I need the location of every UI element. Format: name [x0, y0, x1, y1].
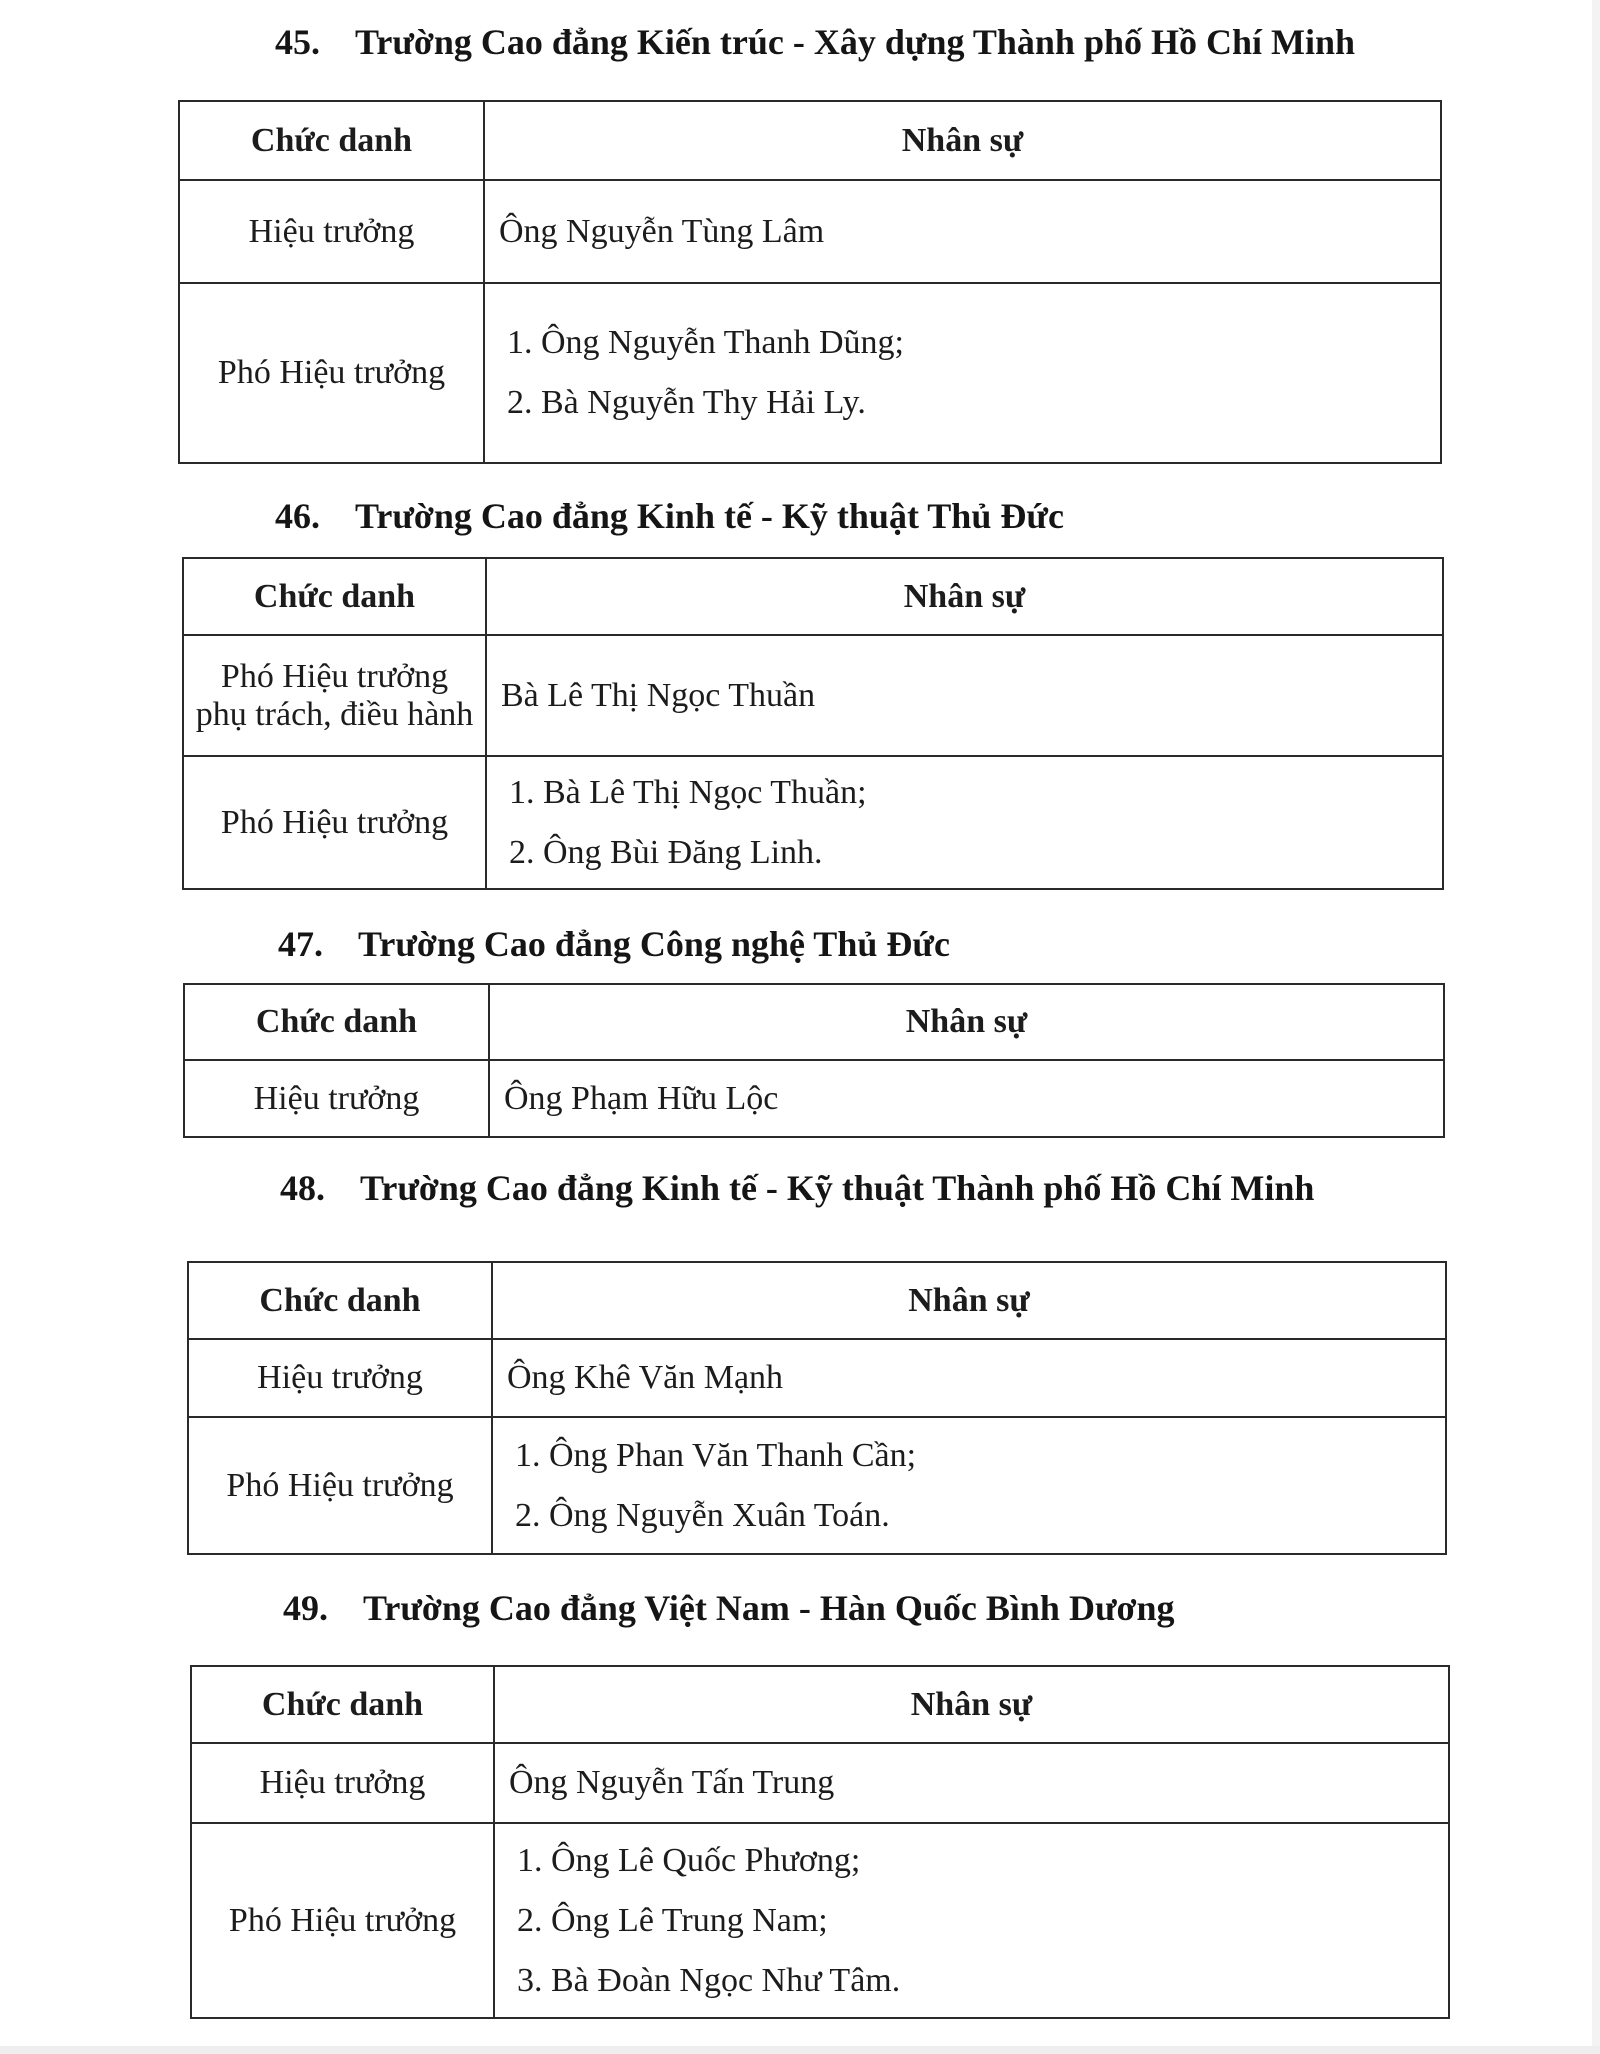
row-position: Phó Hiệu trưởng: [191, 1823, 494, 2018]
staff-list-item: 2. Bà Nguyễn Thy Hải Ly.: [507, 384, 866, 421]
section-name: Trường Cao đẳng Kinh tế - Kỹ thuật Thủ Đức: [355, 496, 1064, 536]
table-row: [188, 1417, 1446, 1554]
table-row: [191, 1823, 1449, 2018]
section-title: [280, 1168, 1314, 1208]
scan-edge-right: [1592, 0, 1600, 2054]
header-position: Chức danh: [184, 984, 489, 1060]
staff-table: [190, 1665, 1450, 2019]
staff-list-item: 1. Bà Lê Thị Ngọc Thuần;: [509, 773, 867, 811]
row-staff-list: [494, 1823, 1449, 2018]
staff-list-item: 1. Ông Nguyễn Thanh Dũng;: [507, 324, 904, 361]
header-staff: Nhân sự: [492, 1262, 1446, 1339]
staff-table: [182, 557, 1444, 890]
table-header-row: [191, 1666, 1449, 1743]
row-position: Phó Hiệu trưởng: [179, 283, 484, 463]
section-title: [275, 22, 1355, 62]
header-staff: Nhân sự: [494, 1666, 1449, 1743]
section-title: [283, 1588, 1175, 1628]
staff-list-item: 1. Ông Phan Văn Thanh Cần;: [515, 1436, 917, 1474]
table-header-row: [179, 101, 1441, 180]
row-staff: Ông Phạm Hữu Lộc: [489, 1060, 1444, 1137]
row-position: Hiệu trưởng: [184, 1060, 489, 1137]
scan-edge-bottom: [0, 2046, 1600, 2054]
section-name: Trường Cao đẳng Kiến trúc - Xây dựng Thành phố Hồ Chí Minh: [355, 22, 1356, 62]
table-row: [183, 635, 1443, 756]
section-number: 45.: [275, 22, 320, 62]
staff-table: [178, 100, 1442, 464]
row-staff: Ông Nguyễn Tấn Trung: [494, 1743, 1449, 1823]
row-staff: Ông Khê Văn Mạnh: [492, 1339, 1446, 1417]
table-header-row: [188, 1262, 1446, 1339]
header-position: Chức danh: [191, 1666, 494, 1743]
row-staff-list: [492, 1417, 1446, 1554]
row-position: Hiệu trưởng: [188, 1339, 492, 1417]
section-number: 48.: [280, 1168, 325, 1208]
staff-list-item: 3. Bà Đoàn Ngọc Như Tâm.: [517, 1961, 901, 1999]
header-staff: Nhân sự: [484, 101, 1441, 180]
section-title: [275, 496, 1064, 536]
section-number: 46.: [275, 496, 320, 536]
table-row: [184, 1060, 1444, 1137]
header-staff: Nhân sự: [489, 984, 1444, 1060]
row-staff-list: [486, 756, 1443, 889]
staff-list-item: 2. Ông Bùi Đăng Linh.: [509, 833, 823, 871]
staff-table: [183, 983, 1445, 1138]
row-staff-list: [484, 283, 1441, 463]
table-row: [179, 180, 1441, 283]
row-position: Phó Hiệu trưởng: [183, 756, 486, 889]
row-position: [183, 635, 486, 756]
table-row: [191, 1743, 1449, 1823]
header-staff: Nhân sự: [486, 558, 1443, 635]
header-position: Chức danh: [183, 558, 486, 635]
staff-list-item: 2. Ông Lê Trung Nam;: [517, 1901, 828, 1939]
section-number: 49.: [283, 1588, 328, 1628]
row-position: Phó Hiệu trưởng: [188, 1417, 492, 1554]
staff-list-item: 1. Ông Lê Quốc Phương;: [517, 1841, 861, 1879]
table-header-row: [183, 558, 1443, 635]
header-position: Chức danh: [188, 1262, 492, 1339]
table-header-row: [184, 984, 1444, 1060]
row-position-line: Phó Hiệu trưởng: [220, 657, 449, 695]
row-position-line: phụ trách, điều hành: [195, 695, 474, 733]
row-position: Hiệu trưởng: [191, 1743, 494, 1823]
staff-list-item: 2. Ông Nguyễn Xuân Toán.: [515, 1496, 890, 1534]
row-staff: Bà Lê Thị Ngọc Thuần: [486, 635, 1443, 756]
row-staff: Ông Nguyễn Tùng Lâm: [484, 180, 1441, 283]
table-row: [188, 1339, 1446, 1417]
section-number: 47.: [278, 924, 323, 964]
table-row: [179, 283, 1441, 463]
staff-table: [187, 1261, 1447, 1555]
section-title: [278, 924, 950, 964]
section-name: Trường Cao đẳng Công nghệ Thủ Đức: [358, 924, 950, 964]
section-name: Trường Cao đẳng Việt Nam - Hàn Quốc Bình Dương: [363, 1588, 1175, 1628]
section-name: Trường Cao đẳng Kinh tế - Kỹ thuật Thành phố Hồ Chí Minh: [360, 1168, 1315, 1208]
row-position: Hiệu trưởng: [179, 180, 484, 283]
header-position: Chức danh: [179, 101, 484, 180]
table-row: [183, 756, 1443, 889]
